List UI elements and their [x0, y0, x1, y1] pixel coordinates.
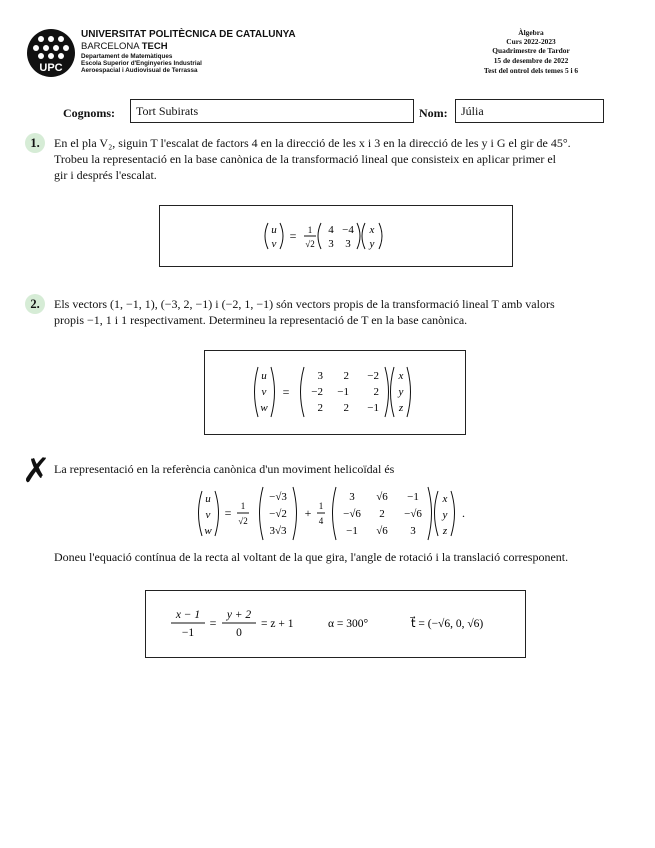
course-name: Àlgebra: [518, 28, 544, 37]
svg-text:v: v: [261, 386, 267, 398]
cross-mark-icon: ✗: [22, 451, 51, 491]
svg-text:−√2: −√2: [269, 508, 287, 520]
svg-text:x: x: [398, 370, 404, 382]
q1-text-line: En el pla V₂, siguin T l'escalat de factors 4 en la direcció de les x i 3 en la direcció de les y i G el gir de 45°.: [54, 136, 571, 150]
question-number: 2.: [25, 294, 45, 314]
q1-text-line: Trobeu la representació en la base canònica de la transformació lineal que consisteix en aplicar primer el: [54, 152, 557, 166]
dept-line: Aeroespacial i Audiovisual de Terrassa: [81, 67, 198, 74]
q3-text-line: Doneu l'equació contínua de la recta al voltant de la que gira, l'angle de rotació i la translació corresponent.: [54, 550, 569, 564]
svg-text:= z + 1: = z + 1: [261, 618, 294, 630]
question-number: 1.: [25, 133, 45, 153]
svg-text:3: 3: [345, 238, 351, 250]
course-year: Curs 2022-2023: [506, 37, 556, 46]
svg-text:−1: −1: [346, 525, 358, 537]
q3-formula: [190, 481, 490, 545]
svg-text:.: .: [462, 506, 465, 520]
svg-text:v: v: [205, 509, 211, 521]
q3-answer-box: [145, 590, 526, 658]
svg-text:y: y: [398, 386, 404, 398]
svg-text:−√6: −√6: [404, 508, 422, 520]
upc-logo: [27, 29, 75, 77]
surname-label: Cognoms:: [63, 106, 116, 120]
svg-text:w: w: [204, 525, 212, 537]
svg-text:u: u: [271, 224, 277, 236]
svg-text:+: +: [304, 506, 312, 520]
svg-text:=: =: [209, 616, 217, 630]
tech-label: TECH: [141, 41, 168, 52]
svg-text:3: 3: [349, 491, 355, 503]
svg-text:=: =: [224, 506, 232, 520]
svg-text:2: 2: [317, 402, 323, 414]
svg-text:y: y: [442, 509, 448, 521]
svg-text:3: 3: [317, 370, 323, 382]
svg-text:α = 300°: α = 300°: [328, 618, 369, 630]
svg-text:y + 2: y + 2: [226, 609, 252, 621]
svg-text:t⃗ = (−√6, 0, √6): t⃗ = (−√6, 0, √6): [411, 618, 484, 630]
term: Quadrimestre de Tardor: [492, 46, 570, 55]
svg-text:−4: −4: [342, 224, 354, 236]
svg-text:−1: −1: [407, 491, 419, 503]
university-name: UNIVERSITAT POLITÈCNICA DE CATALUNYA: [81, 29, 296, 40]
svg-text:3: 3: [328, 238, 334, 250]
q1-text-line: gir i després l'escalat.: [54, 168, 157, 182]
svg-text:z: z: [442, 525, 448, 537]
q2-answer-box: [204, 350, 466, 435]
svg-text:−2: −2: [311, 386, 323, 398]
surname-field[interactable]: Tort Subirats: [130, 99, 414, 123]
q2-text-line: Els vectors (1, −1, 1), (−3, 2, −1) i (−2, 1, −1) són vectors propis de la transformació lineal T amb valors: [54, 297, 555, 311]
exam-title: Test del ontrol dels temes 5 i 6: [483, 66, 579, 75]
svg-text:2: 2: [379, 508, 385, 520]
svg-text:2: 2: [373, 386, 379, 398]
svg-text:u: u: [205, 493, 211, 505]
name-label: Nom:: [419, 106, 448, 120]
svg-text:z: z: [398, 402, 404, 414]
q1-answer-box: [159, 205, 513, 267]
q2-answer-formula: [205, 351, 465, 434]
svg-text:4: 4: [328, 224, 334, 236]
svg-text:−1: −1: [181, 627, 195, 639]
svg-text:√6: √6: [376, 491, 388, 503]
svg-text:y: y: [369, 238, 375, 250]
logo-text: UPC: [39, 62, 63, 74]
svg-text:√2: √2: [305, 239, 315, 249]
barcelona-label: BARCELONA: [81, 41, 140, 52]
svg-text:−2: −2: [367, 370, 379, 382]
exam-date: 15 de desembre de 2022: [493, 56, 569, 65]
svg-text:=: =: [289, 229, 297, 243]
svg-text:0: 0: [236, 627, 242, 639]
svg-text:√2: √2: [238, 516, 248, 526]
dept-line: Escola Superior d'Enginyeries Industrial: [81, 60, 202, 67]
svg-text:=: =: [282, 385, 290, 399]
svg-text:w: w: [260, 402, 268, 414]
svg-text:x: x: [369, 224, 375, 236]
q3-text-line: La representació en la referència canònica d'un moviment helicoïdal és: [54, 462, 395, 476]
svg-text:3√3: 3√3: [269, 525, 287, 537]
svg-text:−1: −1: [337, 386, 349, 398]
svg-text:4: 4: [318, 516, 324, 526]
barcelona-tech: [81, 41, 168, 52]
name-field[interactable]: Júlia: [455, 99, 604, 123]
q3-answer-formula: [146, 591, 525, 657]
svg-text:1: 1: [240, 501, 246, 511]
svg-text:u: u: [261, 370, 267, 382]
svg-text:2: 2: [343, 402, 349, 414]
q2-text-line: propis −1, 1 i 1 respectivament. Determineu la representació de T en la base canònica.: [54, 313, 468, 327]
svg-text:1: 1: [307, 225, 313, 235]
svg-text:x: x: [442, 493, 448, 505]
svg-text:−1: −1: [367, 402, 379, 414]
svg-text:−√6: −√6: [343, 508, 361, 520]
svg-text:2: 2: [343, 370, 349, 382]
q1-answer-formula: [160, 206, 512, 266]
svg-text:√6: √6: [376, 525, 388, 537]
svg-text:x − 1: x − 1: [175, 609, 201, 621]
svg-text:−√3: −√3: [269, 491, 287, 503]
dept-line: Departament de Matemàtiques: [81, 53, 173, 60]
svg-text:1: 1: [318, 501, 324, 511]
svg-text:v: v: [271, 238, 277, 250]
svg-text:3: 3: [410, 525, 416, 537]
